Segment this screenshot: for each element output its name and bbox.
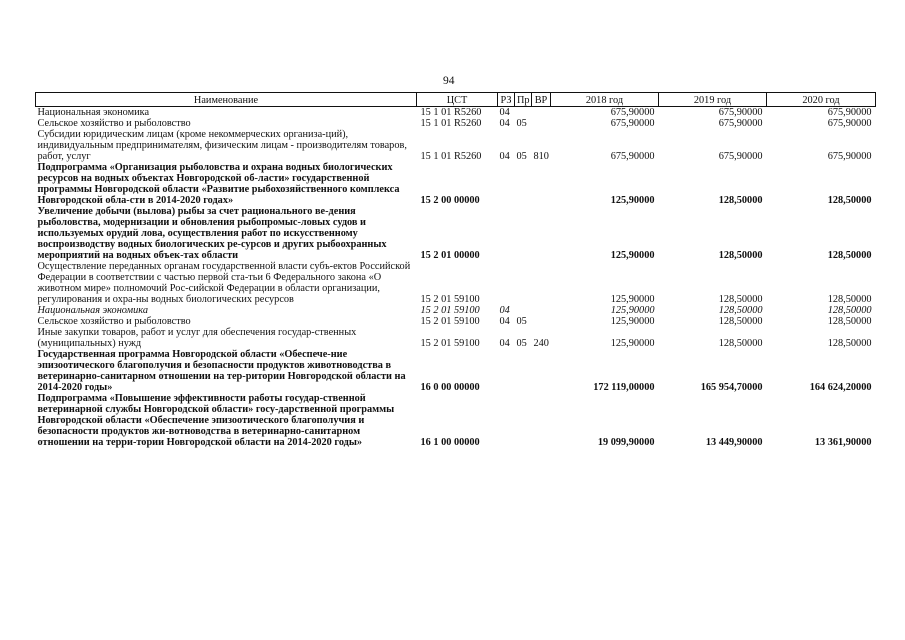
row-vr	[532, 118, 551, 129]
table-row	[36, 206, 876, 261]
row-2018: 675,90000	[610, 151, 655, 162]
row-2019: 675,90000	[718, 107, 763, 118]
row-vr	[532, 393, 551, 448]
row-2019: 675,90000	[718, 118, 763, 129]
row-pr	[515, 107, 532, 119]
row-cst: 15 1 01 R5260	[420, 151, 482, 162]
row-name: Сельское хозяйство и рыболовство	[37, 316, 191, 327]
row-name: Иные закупки товаров, работ и услуг для обеспечения государ-ственных (муниципальных) нужд	[37, 327, 357, 349]
row-pr	[515, 206, 532, 261]
header-cst: ЦСТ	[417, 93, 498, 107]
row-2018: 125,90000	[610, 316, 655, 327]
row-cst: 15 2 01 59100	[420, 338, 480, 349]
header-2018: 2018 год	[551, 93, 659, 107]
table-row	[36, 393, 876, 448]
row-name: Национальная экономика	[37, 305, 148, 316]
row-rz	[498, 162, 515, 206]
row-cst: 15 2 01 00000	[420, 250, 480, 261]
row-cst: 15 2 00 00000	[420, 195, 480, 206]
row-cst: 15 1 01 R5260	[420, 107, 482, 118]
header-vr: ВР	[532, 93, 551, 107]
header-2019: 2019 год	[659, 93, 767, 107]
row-2019: 128,50000	[718, 195, 763, 206]
row-cst: 15 2 01 59100	[420, 316, 480, 327]
row-2020: 164 624,20000	[809, 382, 872, 393]
row-cst: 15 2 01 59100	[420, 305, 480, 316]
header-pr: Пр	[515, 93, 532, 107]
table-header-row	[36, 93, 876, 107]
row-pr	[515, 305, 532, 316]
table-row	[36, 129, 876, 162]
row-rz	[498, 206, 515, 261]
row-2018: 675,90000	[610, 118, 655, 129]
row-2020: 675,90000	[827, 107, 872, 118]
row-2018: 125,90000	[610, 250, 655, 261]
row-2020: 128,50000	[827, 294, 872, 305]
row-2018: 19 099,90000	[597, 437, 655, 448]
table-row	[36, 162, 876, 206]
row-2020: 13 361,90000	[814, 437, 872, 448]
table-row	[36, 316, 876, 327]
row-2019: 128,50000	[718, 250, 763, 261]
table-row	[36, 118, 876, 129]
row-name: Сельское хозяйство и рыболовство	[37, 118, 191, 129]
header-name: Наименование	[36, 93, 417, 107]
row-pr	[515, 162, 532, 206]
row-name: Государственная программа Новгородской области «Обеспече-ние эпизоотического благополучия и безопасности продуктов животноводства в ветеринарно-санитарном отношении на тер-ритории Новгородской области на 2014-2020 годы»	[37, 349, 406, 393]
row-2018: 675,90000	[610, 107, 655, 118]
row-2018: 125,90000	[610, 294, 655, 305]
row-rz	[498, 393, 515, 448]
row-vr	[532, 107, 551, 119]
row-2019: 128,50000	[718, 305, 763, 316]
table-row	[36, 107, 876, 119]
row-2020: 128,50000	[827, 338, 872, 349]
row-rz: 04	[499, 305, 510, 316]
row-vr	[532, 305, 551, 316]
row-2018: 125,90000	[610, 195, 655, 206]
row-2020: 675,90000	[827, 151, 872, 162]
row-cst: 16 0 00 00000	[420, 382, 480, 393]
row-2019: 128,50000	[718, 316, 763, 327]
row-2018: 172 119,00000	[593, 382, 655, 393]
row-rz: 04	[499, 338, 510, 349]
row-name: Подпрограмма «Организация рыболовства и охрана водных биологических ресурсов на водных объектах Новгородской об-ласти» государственной программы Новгородской области «Развитие рыбохозяйственного комплекса Новгородской обла-сти в 2014-2020 годах»	[37, 162, 400, 206]
row-pr: 05	[516, 316, 527, 327]
table-row	[36, 305, 876, 316]
row-2019: 675,90000	[718, 151, 763, 162]
row-name: Подпрограмма «Повышение эффективности работы государ-ственной ветеринарной службы Новгородской области» госу-дарственной программы Новгородской области «Обеспечение эпизоотического благополучия и безопасности продуктов жи-вотноводства в ветеринарно-санитарном отношении на терри-тории Новгородской области на 2014-2020 годы»	[37, 393, 395, 448]
table-row	[36, 349, 876, 393]
row-name: Осуществление переданных органам государственной власти субъ-ектов Российской Федерации в соответствии с частью первой ста-тьи 6 Федерального закона «О животном мире» полномочий Рос-сийской Федерации в области организации, регулирования и охра-ны водных биологических ресурсов	[37, 261, 411, 305]
row-2020: 128,50000	[827, 316, 872, 327]
row-2018: 125,90000	[610, 338, 655, 349]
row-pr: 05	[516, 151, 527, 162]
row-cst: 15 1 01 R5260	[420, 118, 482, 129]
table-row	[36, 261, 876, 305]
row-vr	[532, 206, 551, 261]
row-pr	[515, 261, 532, 305]
row-rz: 04	[499, 118, 510, 129]
row-vr: 810	[533, 151, 549, 162]
row-2019: 165 954,70000	[700, 382, 763, 393]
row-rz: 04	[499, 316, 510, 327]
row-2020: 128,50000	[827, 195, 872, 206]
table-row	[36, 327, 876, 349]
row-rz: 04	[499, 151, 510, 162]
row-name: Субсидии юридическим лицам (кроме некоммерческих организа-ций), индивидуальным предпринимателям, физическим лицам - производителям товаров, работ, услуг	[37, 129, 407, 162]
row-rz: 04	[499, 107, 510, 118]
row-name: Увеличение добычи (вылова) рыбы за счет рационального ве-дения рыболовства, модернизации и обновления рыбопромыс-ловых судов и используемых орудий лова, осуществления работ по искусственному воспроизводству водных биологических ре-сурсов и других рыбоохранных мероприятий на водных объек-тах области	[37, 206, 387, 261]
row-2020: 675,90000	[827, 118, 872, 129]
header-2020: 2020 год	[767, 93, 876, 107]
row-pr: 05	[516, 338, 527, 349]
row-rz	[498, 349, 515, 393]
row-pr: 05	[516, 118, 527, 129]
row-2020: 128,50000	[827, 250, 872, 261]
header-rz: РЗ	[498, 93, 515, 107]
row-vr	[532, 261, 551, 305]
row-pr	[515, 349, 532, 393]
row-vr	[532, 349, 551, 393]
row-name: Национальная экономика	[37, 107, 150, 118]
row-cst: 16 1 00 00000	[420, 437, 480, 448]
row-2019: 128,50000	[718, 294, 763, 305]
row-cst: 15 2 01 59100	[420, 294, 480, 305]
row-2020: 128,50000	[827, 305, 872, 316]
row-2019: 128,50000	[718, 338, 763, 349]
budget-table	[35, 92, 876, 448]
row-2018: 125,90000	[610, 305, 655, 316]
row-vr	[532, 162, 551, 206]
row-pr	[515, 393, 532, 448]
row-vr	[532, 316, 551, 327]
page-number: 94	[443, 75, 455, 87]
row-rz	[498, 261, 515, 305]
row-vr: 240	[533, 338, 549, 349]
row-2019: 13 449,90000	[705, 437, 763, 448]
